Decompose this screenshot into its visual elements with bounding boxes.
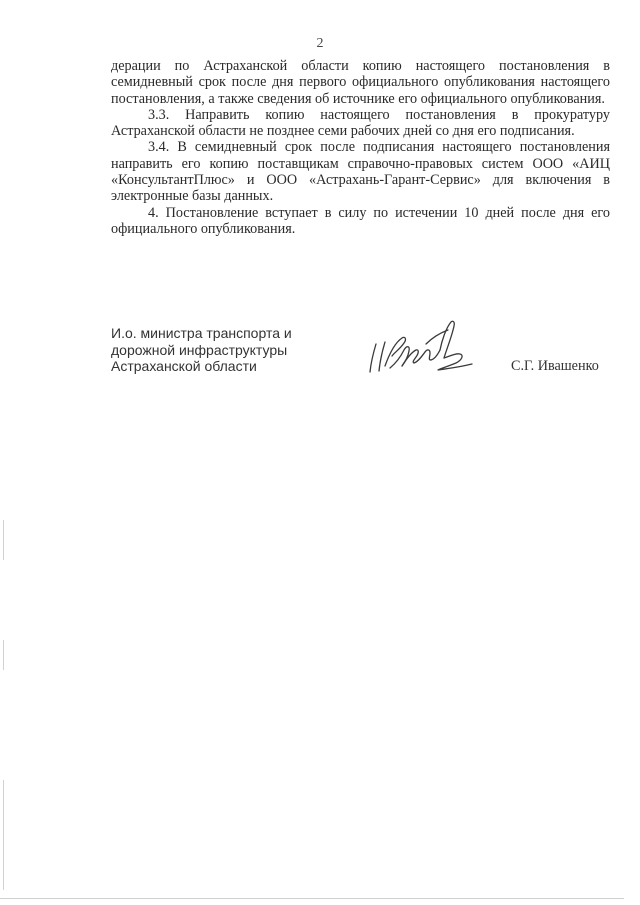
paragraph-continuation: дерации по Астраханской области копию настоящего постановления в семидневный срок после дня первого официального опубликования настоящего постановления, а также сведения об источнике его официального опубликования. xyxy=(111,58,610,107)
scan-edge-mark xyxy=(3,520,4,560)
paragraph-4: 4. Постановление вступает в силу по истечении 10 дней после дня его официального опубликования. xyxy=(111,204,610,237)
scan-edge-line xyxy=(0,898,624,899)
signatory-name: С.Г. Ивашенко xyxy=(511,358,599,374)
document-body xyxy=(111,58,610,237)
handwritten-signature xyxy=(352,316,484,380)
signatory-position xyxy=(111,325,292,375)
scan-edge-mark xyxy=(3,640,4,670)
position-line: Астраханской области xyxy=(111,358,257,374)
scan-edge-mark xyxy=(3,780,4,890)
position-line: дорожной инфраструктуры xyxy=(111,341,288,358)
paragraph-3-4: 3.4. В семидневный срок после подписания настоящего постановления направить его копию поставщикам справочно-правовых систем ООО «АИЦ «КонсультантПлюс» и ООО «Астрахань-Гарант-Сервис» для включения в электронные базы данных. xyxy=(111,139,610,205)
page-number: 2 xyxy=(316,36,324,51)
position-line: И.о. министра транспорта и xyxy=(111,325,292,341)
paragraph-3-3: 3.3. Направить копию настоящего постановления в прокуратуру Астраханской области не позднее семи рабочих дней со дня его подписания. xyxy=(111,106,610,140)
